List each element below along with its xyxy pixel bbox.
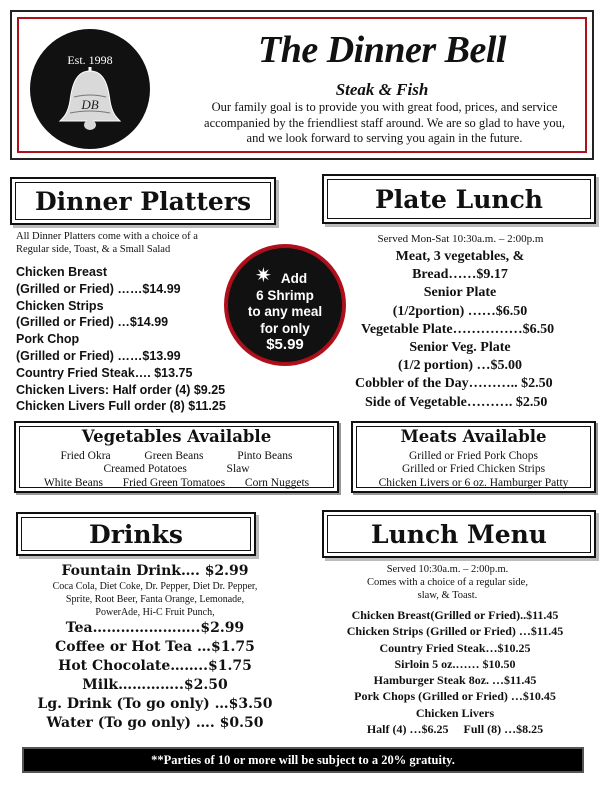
meat-item: Chicken Livers or 6 oz. Hamburger Patty <box>378 477 569 489</box>
drink-item: Tea…………………..$2.99 <box>65 620 245 637</box>
lunch-menu-title: Lunch Menu <box>327 515 591 553</box>
vegetables-row <box>16 477 337 489</box>
menu-item: Vegetable Plate……………$6.50 <box>361 321 555 337</box>
intro-line: accompanied by the friendliest staff around. We are so glad to have you, <box>204 115 565 130</box>
meats-panel <box>351 421 596 493</box>
fountain-drink-list <box>20 581 290 619</box>
dinner-platters-title: Dinner Platters <box>15 182 271 220</box>
vegetable-item: Fried Green Tomatoes <box>122 477 226 489</box>
dinner-platters-note <box>16 230 256 256</box>
header-frame <box>10 10 594 160</box>
vegetable-item: White Beans <box>43 477 103 489</box>
logo-established-text: Est. 1998 <box>67 53 113 67</box>
drink-item: Water (To go only) …. $0.50 <box>46 715 264 732</box>
menu-item: (Grilled or Fried) …$14.99 <box>16 315 169 330</box>
drink-item: Fountain Drink…. $2.99 <box>61 563 249 579</box>
vegetable-item: Corn Nuggets <box>244 477 310 489</box>
vegetable-item: Slaw <box>226 463 250 475</box>
badge-price: $5.99 <box>266 336 304 353</box>
gratuity-notice: **Parties of 10 or more will be subject to a 20% gratuity. <box>22 747 584 773</box>
vegetables-panel <box>14 421 339 493</box>
vegetables-row <box>16 450 337 462</box>
fountain-drink-line: PowerAde, Hi-C Fruit Punch, <box>95 606 215 618</box>
drinks-title: Drinks <box>21 517 251 551</box>
menu-item: Senior Plate <box>423 285 497 301</box>
drink-item: Hot Chocolate……..$1.75 <box>58 658 252 675</box>
drinks-header <box>16 512 256 556</box>
menu-item: Pork Chop <box>16 332 80 347</box>
intro-line: and we look forward to serving you again in the future. <box>246 131 523 145</box>
menu-item: Chicken Strips <box>16 298 104 313</box>
meats-title: Meats Available <box>400 427 547 446</box>
menu-item: (1/2portion) ……$6.50 <box>392 303 528 319</box>
badge-line: to any meal <box>247 304 323 319</box>
bell-icon <box>56 67 124 133</box>
intro-paragraph <box>172 100 597 147</box>
note-line: Comes with a choice of a regular side, <box>367 577 528 588</box>
fountain-drink-line: Sprite, Root Beer, Fanta Orange, Lemonade, <box>65 593 245 605</box>
add-shrimp-badge <box>224 244 346 366</box>
menu-item: Bread……$9.17 <box>412 267 508 283</box>
note-line: All Dinner Platters come with a choice of a <box>16 231 198 242</box>
restaurant-subtitle: Steak & Fish <box>335 80 429 99</box>
note-line: Served 10:30a.m. – 2:00p.m. <box>386 564 509 575</box>
plate-lunch-title: Plate Lunch <box>327 179 591 219</box>
meat-item: Grilled or Fried Pork Chops <box>408 450 539 462</box>
drink-item: Coffee or Hot Tea …$1.75 <box>55 639 255 656</box>
menu-item: Chicken Breast(Grilled or Fried)..$11.45 <box>351 608 559 622</box>
menu-item: Hamburger Steak 8oz. …$11.45 <box>373 673 537 688</box>
badge-line: for only <box>260 320 310 336</box>
restaurant-name: The Dinner Bell <box>258 29 506 71</box>
meat-item: Grilled or Fried Chicken Strips <box>401 463 546 475</box>
menu-item: Pork Chops (Grilled or Fried) …$10.45 <box>354 689 556 704</box>
menu-item: Senior Veg. Plate <box>409 340 511 356</box>
note-line: slaw, & Toast. <box>417 590 478 601</box>
vegetables-title: Vegetables Available <box>81 427 272 446</box>
lunch-menu-header <box>322 510 596 558</box>
menu-item: Chicken Livers <box>415 705 495 720</box>
menu-item: Chicken Strips (Grilled or Fried) …$11.45 <box>346 624 564 639</box>
vegetable-item: Fried Okra <box>60 450 111 462</box>
vegetable-item: Pinto Beans <box>237 450 293 462</box>
drink-item: Milk…………..$2.50 <box>82 677 228 694</box>
dinner-platters-header <box>10 177 276 225</box>
plate-lunch-list <box>355 248 595 412</box>
menu-item: Chicken Livers: Half order (4) $9.25 <box>16 382 226 397</box>
vegetables-row <box>16 463 337 475</box>
menu-item: Country Fried Steak…$10.25 <box>379 640 531 655</box>
add-shrimp-text <box>227 271 343 354</box>
drink-item: Lg. Drink (To go only) …$3.50 <box>37 696 273 713</box>
restaurant-logo <box>30 29 150 149</box>
menu-item: (Grilled or Fried) ……$13.99 <box>16 348 181 363</box>
menu-item: (1/2 portion) …$5.00 <box>397 358 523 374</box>
menu-item: Chicken Livers Full order (8) $11.25 <box>16 399 226 414</box>
menu-item: Meat, 3 vegetables, & <box>395 249 525 264</box>
lunch-menu-note <box>320 563 575 602</box>
logo-initials: DB <box>81 97 99 112</box>
plate-lunch-header <box>322 174 596 224</box>
intro-line: Our family goal is to provide you with great food, prices, and service <box>211 100 558 114</box>
badge-line: Add <box>280 271 308 286</box>
menu-item: Country Fried Steak…. $13.75 <box>16 365 193 380</box>
menu-item: Cobbler of the Day……….. $2.50 <box>355 376 553 392</box>
note-line: Regular side, Toast, & a Small Salad <box>16 244 171 255</box>
menu-item: Half (4) …$6.25 Full (8) …$8.25 <box>366 722 544 737</box>
sparkle-icon: ✷ <box>255 263 272 287</box>
vegetable-item: Green Beans <box>144 450 204 462</box>
badge-line: 6 Shrimp <box>256 287 314 303</box>
menu-item: Chicken Breast <box>16 265 108 279</box>
vegetable-item: Creamed Potatoes <box>103 463 187 475</box>
menu-item: Side of Vegetable………. $2.50 <box>365 394 548 410</box>
plate-lunch-hours: Served Mon-Sat 10:30a.m. – 2:00p.m <box>377 233 544 245</box>
menu-item: Sirloin 5 oz.…… $10.50 <box>394 656 516 671</box>
lunch-menu-list <box>320 607 590 737</box>
fountain-drink-line: Coca Cola, Diet Coke, Dr. Pepper, Diet Dr. Pepper, <box>52 581 258 592</box>
drinks-list <box>20 562 290 733</box>
menu-item: (Grilled or Fried) ……$14.99 <box>16 281 181 296</box>
